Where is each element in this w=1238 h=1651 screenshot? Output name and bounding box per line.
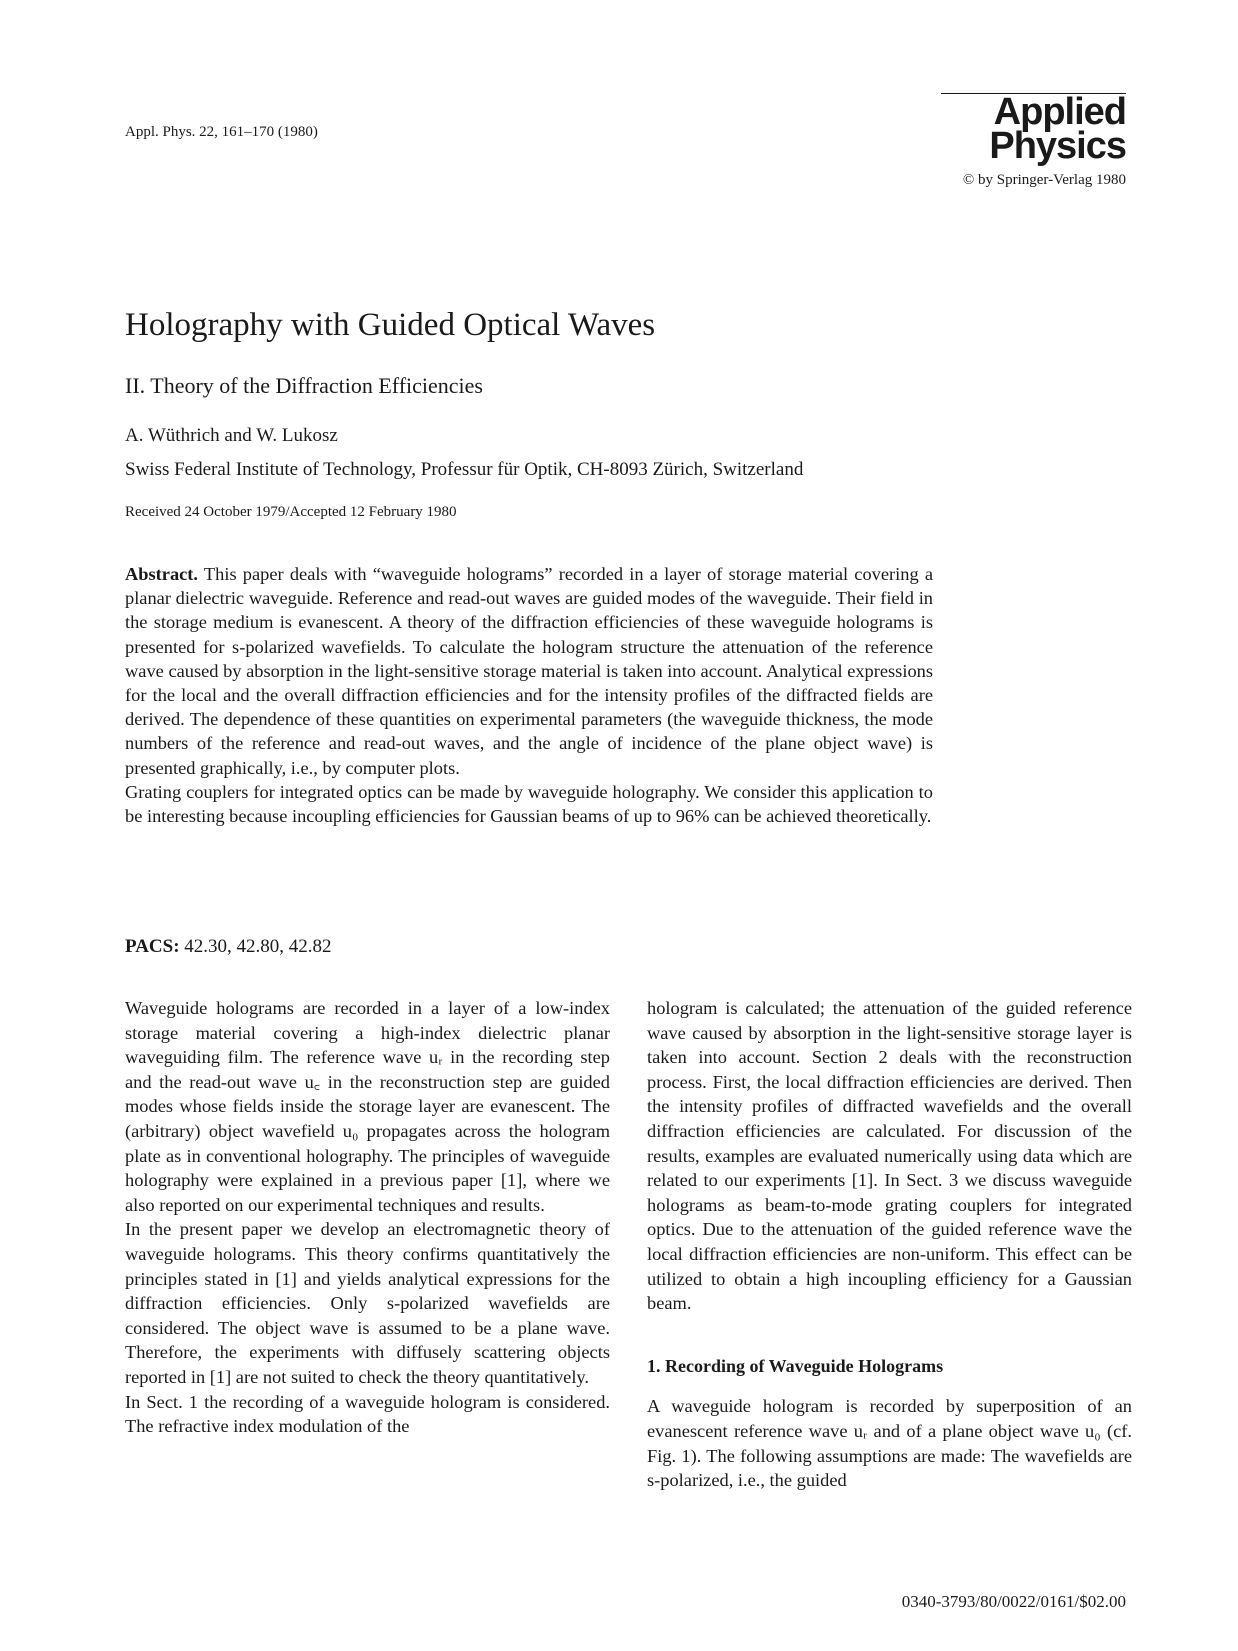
section-heading: 1. Recording of Waveguide Holograms (647, 1355, 944, 1376)
pacs-values: 42.30, 42.80, 42.82 (184, 936, 332, 957)
article-authors: A. Wüthrich and W. Lukosz (125, 425, 338, 446)
body-paragraph: In the present paper we develop an electromagnetic theory of waveguide holograms. This theory confirms quantitatively the principles stated in [1] and yields analytical expressions for the diffraction efficiencies. Only s-polarized wavefields are considered. The object wave is assumed to be a plane wave. Therefore, the experiments with diffusely scattering objects reported in [1] are not suited to check the theory quantitatively. (125, 1219, 610, 1387)
journal-logo (866, 93, 1126, 189)
article-subtitle: II. Theory of the Diffraction Efficiencies (125, 373, 483, 398)
body-paragraph: Waveguide holograms are recorded in a layer of a low-index storage material covering a high-index dielectric planar waveguiding film. The reference wave uᵣ in the recording step and the read-out wave u꜀ in the reconstruction step are guided modes whose fields inside the storage layer are evanescent. The (arbitrary) object wavefield u₀ propagates across the hologram plate as in conventional holography. The principles of waveguide holography were explained in a previous paper [1], where we also reported on our experimental techniques and results. (125, 998, 610, 1215)
article-title: Holography with Guided Optical Waves (125, 307, 656, 343)
author-affiliation: Swiss Federal Institute of Technology, Professur für Optik, CH-8093 Zürich, Switzerland (125, 459, 804, 480)
abstract-text-1: This paper deals with “waveguide holograms” recorded in a layer of storage material covering a planar dielectric waveguide. Reference and read-out waves are guided modes of the waveguide. Their field in the storage medium is evanescent. A theory of the diffraction efficiencies of these waveguide holograms is presented for s-polarized wavefields. To calculate the hologram structure the attenuation of the reference wave caused by absorption in the light-sensitive storage material is taken into account. Analytical expressions for the local and the overall diffraction efficiencies and for the intensity profiles of the diffracted fields are derived. The dependence of these quantities on experimental parameters (the waveguide thickness, the mode numbers of the reference and read-out waves, and the angle of incidence of the plane object wave) is presented graphically, i.e., by computer plots. (125, 564, 934, 778)
journal-citation: Appl. Phys. 22, 161–170 (1980) (125, 124, 318, 140)
abstract-label: Abstract. (125, 564, 199, 584)
pacs-line (125, 936, 332, 958)
abstract-paragraph-2: Grating couplers for integrated optics can be made by waveguide holography. We consider this application to be interesting because incoupling efficiencies for Gaussian beams of up to 96% can be achieved theoretically. (125, 781, 933, 827)
pacs-label: PACS: (125, 936, 180, 957)
left-column (125, 996, 610, 1439)
abstract (125, 562, 933, 828)
publisher-copyright: © by Springer-Verlag 1980 (962, 172, 1126, 188)
body-paragraph: hologram is calculated; the attenuation of the guided reference wave caused by absorption in the light-sensitive storage layer is taken into account. Section 2 deals with the reconstruction process. First, the local diffraction efficiencies are derived. Then the intensity profiles of diffracted wavefields and the overall diffraction efficiencies are calculated. For discussion of the results, examples are evaluated numerically using data which are related to our experiments [1]. In Sect. 3 we discuss waveguide holograms as beam-to-mode grating couplers for integrated optics. Due to the attenuation of the guided reference wave the local diffraction efficiencies are non-uniform. This effect can be utilized to obtain a high incoupling efficiency for a Gaussian beam. (647, 998, 1132, 1314)
abstract-paragraph-1 (125, 562, 933, 780)
body-paragraph: In Sect. 1 the recording of a waveguide hologram is considered. The refractive index modulation of the (125, 1391, 610, 1437)
logo-text-physics: Physics (989, 125, 1126, 167)
right-column (647, 996, 1132, 1493)
logo-text-applied: Applied (993, 91, 1126, 133)
body-paragraph: A waveguide hologram is recorded by superposition of an evanescent reference wave uᵣ and of a plane object wave u₀ (cf. Fig. 1). The following assumptions are made: The wavefields are s-polarized, i.e., the guided (647, 1396, 1132, 1491)
received-date: Received 24 October 1979/Accepted 12 February 1980 (125, 504, 457, 520)
article-code: 0340-3793/80/0022/0161/$02.00 (901, 1592, 1126, 1611)
